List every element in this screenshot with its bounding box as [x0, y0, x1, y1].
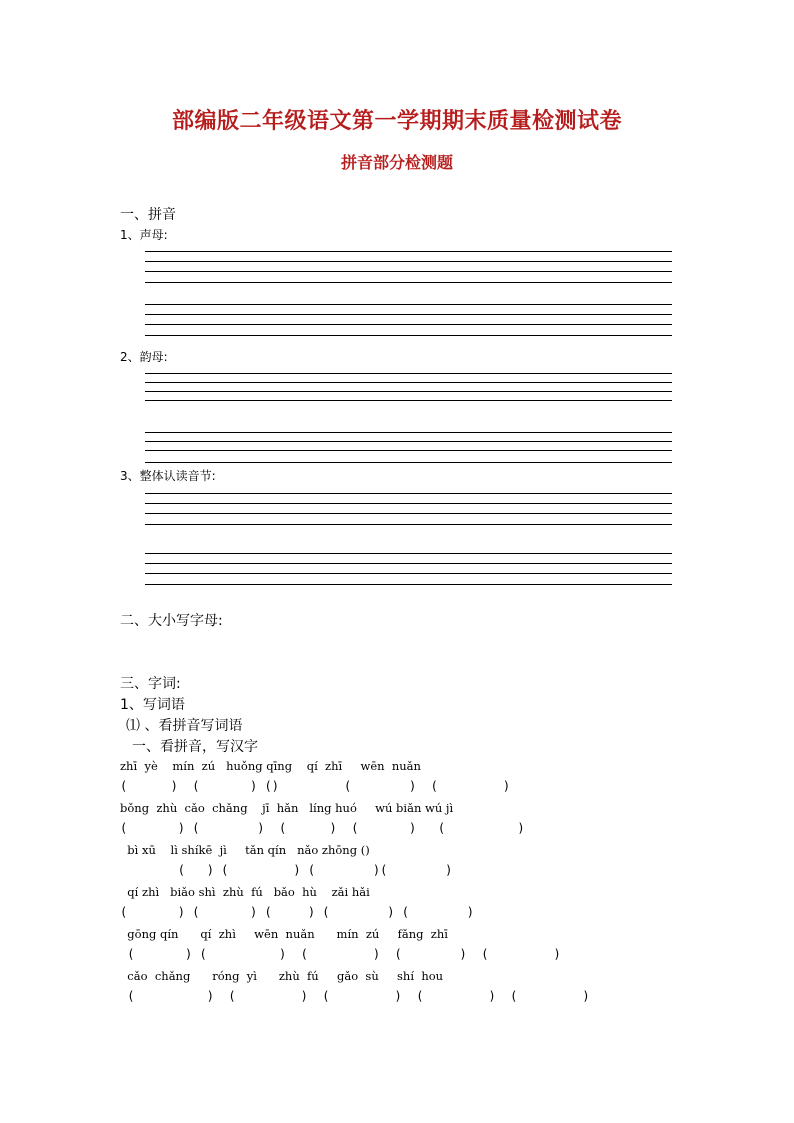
pinyin-row-2: bǒng zhù cǎo chǎng jī hǎn líng huó wú biǎn wú jì	[120, 801, 454, 815]
section-heading-pinyin: 一、拼音	[120, 207, 176, 223]
section-heading-letters: 二、大小写字母:	[120, 613, 223, 629]
pinyin-row-5: gōng qín qí zhì wēn nuǎn mín zú fǎng zhī	[120, 927, 448, 941]
item-finals-label: 2、韵母:	[120, 350, 168, 364]
answer-brackets-row-4: ( ) ( ) ( ) ( ) ( )	[120, 905, 475, 919]
pinyin-row-4: qí zhì biǎo shì zhù fú bǎo hù zǎi hǎi	[120, 885, 370, 899]
page-subtitle: 拼音部分检测题	[340, 153, 453, 172]
subsection-pinyin-words: ⑴ 、看拼音写词语	[126, 718, 243, 734]
instruction-text: 一、看拼音，写汉字	[132, 739, 258, 755]
pinyin-row-3: bì xū lì shíkē jì tǎn qín nǎo zhōng ()	[120, 843, 370, 857]
answer-brackets-row-6: ( ) ( ) ( ) ( ) ( )	[120, 989, 590, 1003]
answer-brackets-row-5: ( ) ( ) ( ) ( ) ( )	[120, 947, 561, 961]
answer-brackets-row-1: ( ) ( ) () ( ) ( )	[120, 779, 511, 793]
item-whole-syllables-label: 3、整体认读音节:	[120, 469, 216, 483]
answer-brackets-row-3: ( ) ( ) ( )( )	[120, 863, 453, 877]
pinyin-row-6: cǎo chǎng róng yì zhù fú gǎo sù shí hou	[120, 969, 444, 983]
section-heading-words: 三、字词:	[120, 676, 181, 692]
subsection-write-words: 1、写词语	[120, 697, 185, 713]
pinyin-row-1: zhī yè mín zú huǒng qīng qí zhī wēn nuǎn	[120, 759, 421, 773]
answer-brackets-row-2: ( ) ( ) ( ) ( ) ( )	[120, 821, 525, 835]
item-initials-label: 1、声母:	[120, 228, 168, 242]
page-title: 部编版二年级语文第一学期期末质量检测试卷	[171, 108, 622, 134]
